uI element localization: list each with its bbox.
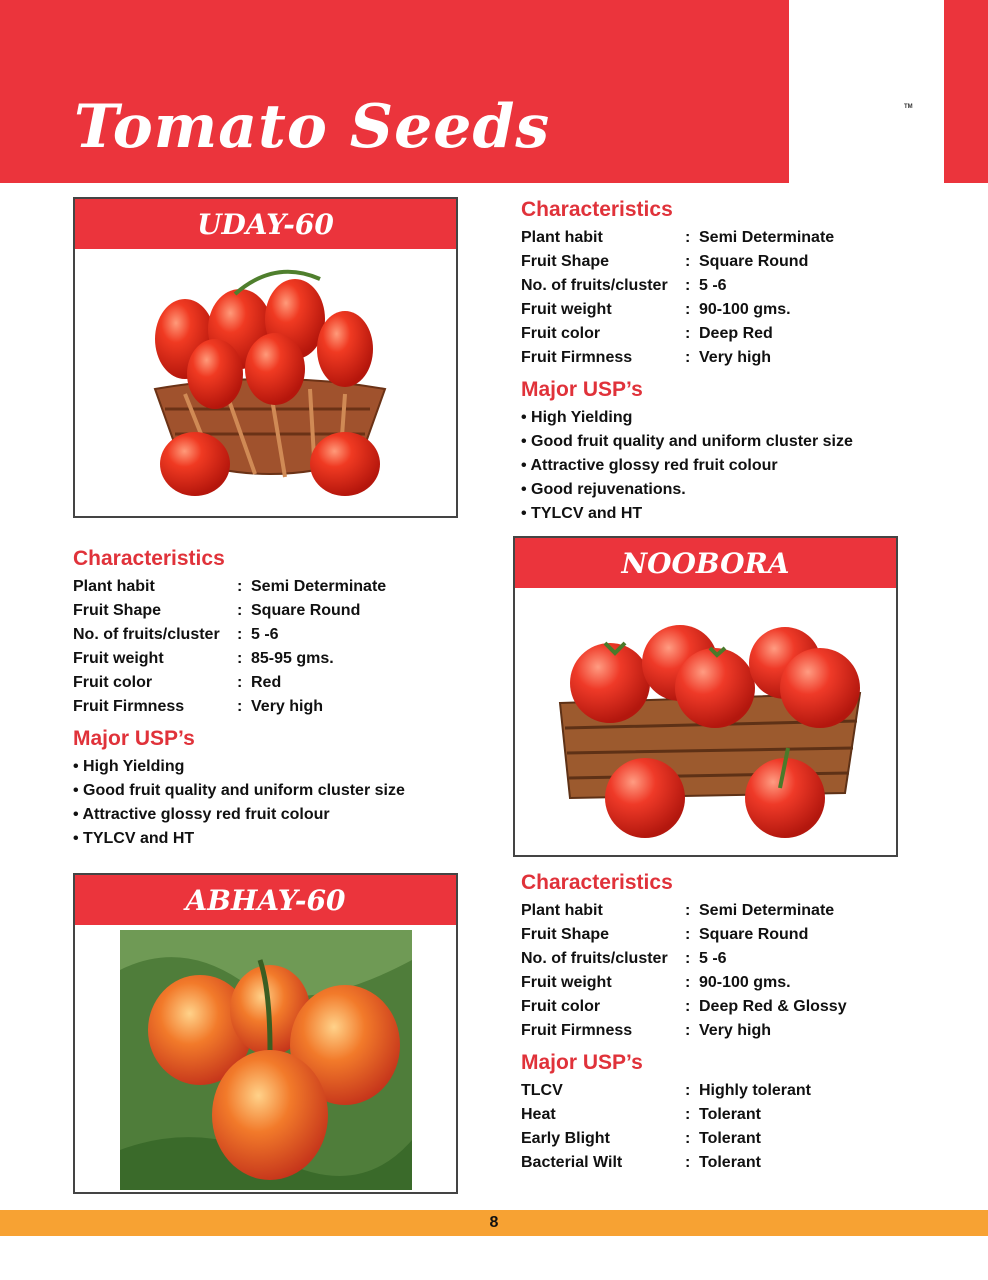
abhay-characteristics-heading: Characteristics [521,871,673,894]
char-row: No. of fruits/cluster : 5 -6 [521,274,961,298]
char-row: Fruit weight : 90-100 gms. [521,971,961,995]
char-label: Fruit Firmness [73,698,185,715]
tolerance-value: Highly tolerant [699,1082,812,1099]
char-label: Fruit Firmness [521,349,633,366]
char-label: Fruit weight [521,974,612,991]
char-row: Fruit Firmness : Very high [521,1019,961,1043]
char-value: 90-100 gms. [699,974,791,991]
uday-card-title: UDAY-60 [75,199,456,249]
header-logo-area [789,0,944,183]
usp-item: • Good rejuvenations. [521,478,961,502]
tolerance-row: Early Blight : Tolerant [521,1127,961,1151]
abhay-usp-heading: Major USP’s [521,1051,643,1074]
char-row: Fruit color : Red [73,671,493,695]
tolerance-row: Heat : Tolerant [521,1103,961,1127]
char-row: Fruit Shape : Square Round [521,250,961,274]
char-label: Fruit weight [521,301,612,318]
char-row: No. of fruits/cluster : 5 -6 [521,947,961,971]
char-label: No. of fruits/cluster [521,950,668,967]
char-label: Plant habit [521,902,603,919]
char-label: Fruit Shape [521,926,610,943]
char-label: Plant habit [521,229,603,246]
uday-details [73,547,493,851]
usp-item: • Good fruit quality and uniform cluster size [73,779,493,803]
char-value: 5 -6 [699,277,727,294]
right-top-usp-heading: Major USP’s [521,378,643,401]
char-label: Fruit weight [73,650,164,667]
char-value: Square Round [699,926,809,943]
tomato-plant-image [120,930,412,1190]
char-value: Very high [699,349,772,366]
abhay-card [73,873,458,1194]
char-row: Fruit Firmness : Very high [521,346,961,370]
usp-item: • Attractive glossy red fruit colour [73,803,493,827]
usp-item: • Good fruit quality and uniform cluster size [521,430,961,454]
tolerance-label: TLCV [521,1082,563,1099]
char-row: Fruit Shape : Square Round [521,923,961,947]
char-value: Deep Red [699,325,773,342]
tolerance-label: Bacterial Wilt [521,1154,623,1171]
tolerance-row: Bacterial Wilt : Tolerant [521,1151,961,1175]
char-value: Deep Red & Glossy [699,998,847,1015]
char-row: Fruit Firmness : Very high [73,695,493,719]
noobora-card-title: NOOBORA [515,538,896,588]
char-label: No. of fruits/cluster [521,277,668,294]
tolerance-label: Early Blight [521,1130,610,1147]
char-value: Semi Determinate [699,229,835,246]
char-value: Very high [251,698,324,715]
char-label: No. of fruits/cluster [73,626,220,643]
char-value: Red [251,674,282,691]
tomato-basket-image [545,593,875,848]
tolerance-label: Heat [521,1106,556,1123]
tomato-basket-image [145,259,395,504]
uday-usp-heading: Major USP’s [73,727,195,750]
usp-item: • High Yielding [73,755,493,779]
tolerance-value: Tolerant [699,1106,761,1123]
char-label: Fruit color [521,998,601,1015]
char-row: Fruit weight : 90-100 gms. [521,298,961,322]
char-label: Fruit color [73,674,153,691]
page-number: 8 [489,1214,499,1231]
char-label: Fruit Firmness [521,1022,633,1039]
uday-card [73,197,458,518]
char-row: No. of fruits/cluster : 5 -6 [73,623,493,647]
char-value: 90-100 gms. [699,301,791,318]
right-top-details [521,198,961,526]
tolerance-value: Tolerant [699,1130,761,1147]
char-label: Plant habit [73,578,155,595]
abhay-card-title: ABHAY-60 [75,875,456,925]
char-row: Fruit color : Deep Red & Glossy [521,995,961,1019]
char-value: Square Round [699,253,809,270]
tolerance-value: Tolerant [699,1154,761,1171]
char-value: Semi Determinate [251,578,387,595]
right-top-characteristics-heading: Characteristics [521,198,673,221]
char-label: Fruit color [521,325,601,342]
usp-item: • Attractive glossy red fruit colour [521,454,961,478]
noobora-card [513,536,898,857]
char-row: Plant habit : Semi Determinate [521,899,961,923]
usp-item: • TYLCV and HT [521,502,961,526]
char-value: 5 -6 [251,626,279,643]
page-title: Tomato Seeds [74,92,551,162]
char-value: Very high [699,1022,772,1039]
char-label: Fruit Shape [521,253,610,270]
char-row: Fruit weight : 85-95 gms. [73,647,493,671]
abhay-details [521,871,961,1175]
char-row: Fruit color : Deep Red [521,322,961,346]
char-label: Fruit Shape [73,602,162,619]
char-value: Semi Determinate [699,902,835,919]
char-row: Plant habit : Semi Determinate [521,226,961,250]
trademark-mark: TM [904,104,913,110]
char-row: Fruit Shape : Square Round [73,599,493,623]
usp-item: • TYLCV and HT [73,827,493,851]
tolerance-row: TLCV : Highly tolerant [521,1079,961,1103]
char-value: 85-95 gms. [251,650,334,667]
usp-item: • High Yielding [521,406,961,430]
char-value: 5 -6 [699,950,727,967]
uday-characteristics-heading: Characteristics [73,547,225,570]
char-row: Plant habit : Semi Determinate [73,575,493,599]
char-value: Square Round [251,602,361,619]
